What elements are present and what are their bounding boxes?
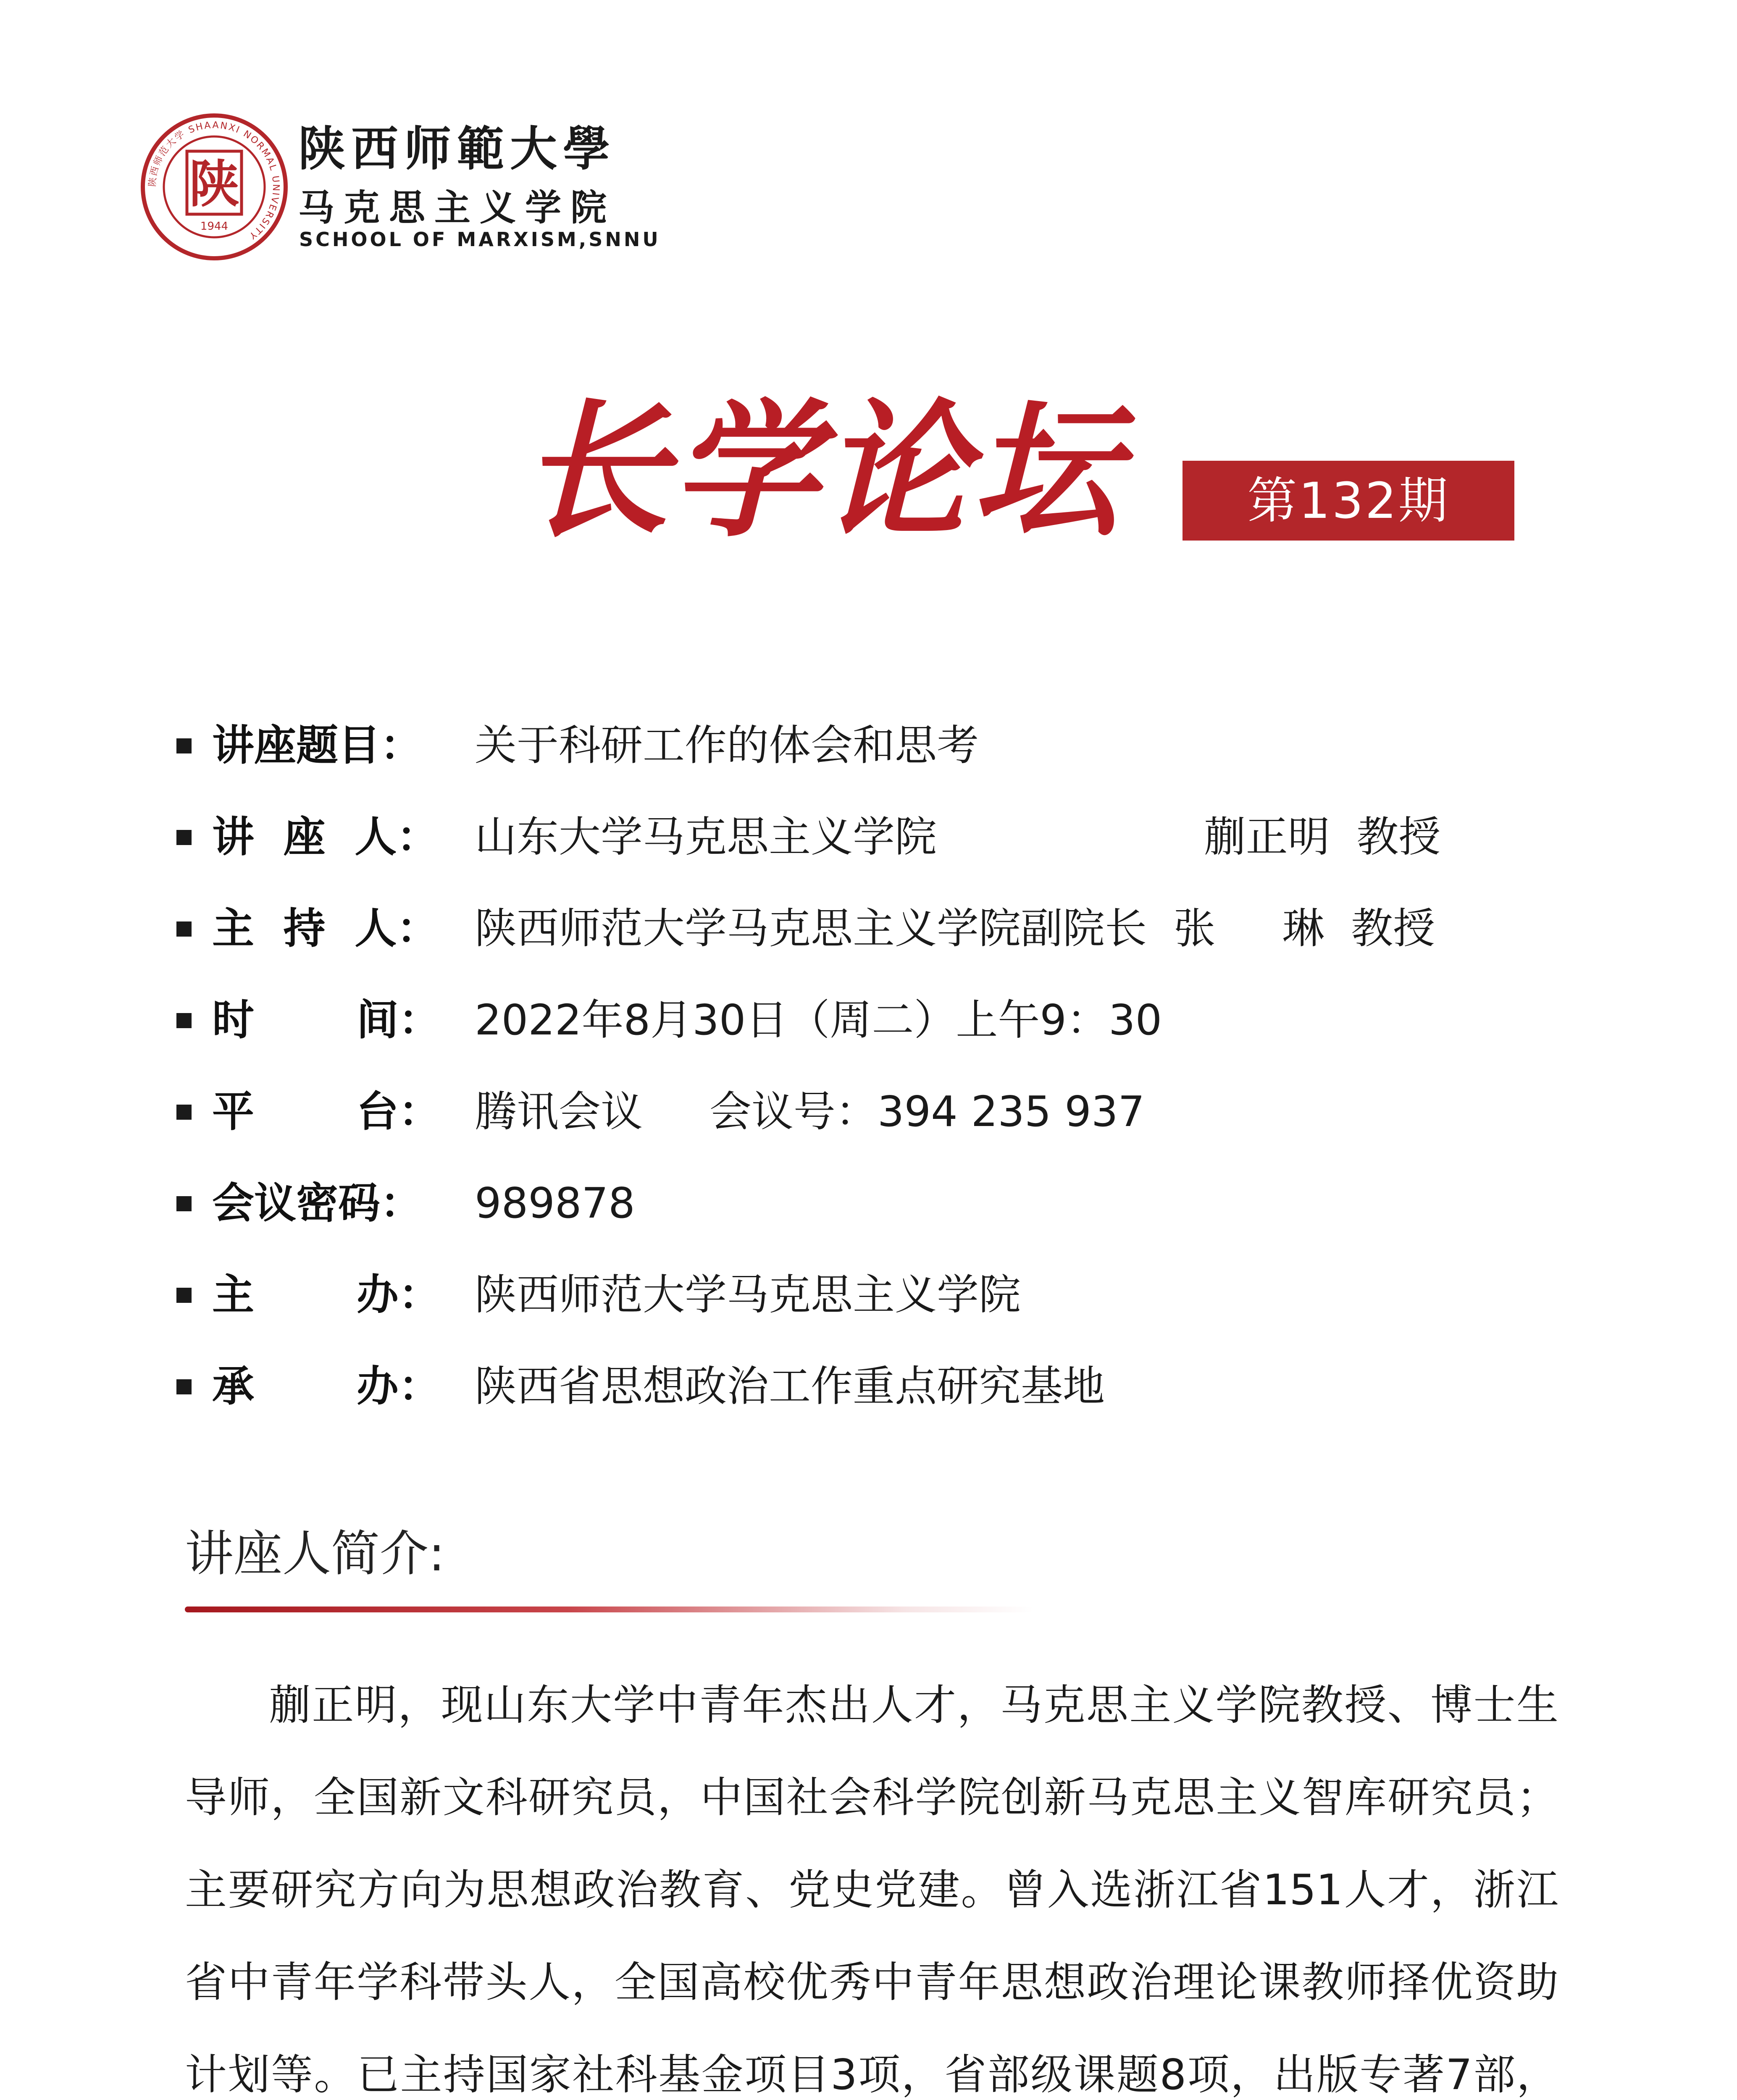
info-value: 陕西师范大学马克思主义学院 [475, 1270, 1021, 1319]
info-row-organizer [176, 1263, 1605, 1331]
info-label: 时 间： [212, 995, 441, 1045]
info-value: 陕西师范大学马克思主义学院副院长 张 琳 教授 [475, 904, 1435, 953]
info-value: 山东大学马克思主义学院 蒯正明 教授 [475, 812, 1441, 861]
school-logo-header [139, 111, 685, 251]
info-row-password [176, 1172, 1605, 1239]
info-value: 腾讯会议 会议号：394 235 937 [475, 1087, 1145, 1136]
school-name-english: SCHOOL OF MARXISM,SNNU [299, 228, 661, 251]
info-row-time [176, 989, 1605, 1056]
bullet-icon [176, 738, 192, 753]
info-value: 989878 [475, 1179, 635, 1228]
info-value: 2022年8月30日（周二）上午9：30 [475, 995, 1162, 1045]
seal-ring-text: 陕西师范大学 SHAANXI NORMAL UNIVERSITY [147, 120, 281, 242]
forum-title: 长学论坛 [521, 384, 1122, 557]
bullet-icon [176, 1288, 192, 1303]
bullet-icon [176, 830, 192, 845]
info-label: 主 持 人： [212, 904, 439, 953]
info-row-host [176, 897, 1605, 964]
university-seal-icon [139, 111, 290, 262]
bullet-icon [176, 921, 192, 937]
speaker-intro-heading: 讲座人简介: [185, 1525, 445, 1582]
university-name: 陕西师範大學 [298, 121, 616, 176]
info-row-topic [176, 714, 1605, 781]
speaker-intro-body: 蒯正明，现山东大学中青年杰出人才，马克思主义学院教授、博士生导师，全国新文科研究员，中国社会科学院创新马克思主义智库研究员；主要研究方向为思想政治教育、党史党建。曾入选浙江省151人才，浙江省中青年学科带头人，全国高校优秀中青年思想政治理论课教师择优资助计划等。已主持国家社科基金项目3项，省部级课题8项，出版专著7部， [185, 1680, 1558, 2099]
bullet-icon [176, 1013, 192, 1028]
bullet-icon [176, 1196, 192, 1211]
info-label: 讲座题目： [212, 721, 422, 770]
seal-character: 陕 [189, 155, 239, 214]
info-row-platform [176, 1080, 1605, 1147]
school-name-chinese: 马克思主义学院 [298, 187, 616, 229]
issue-number-badge: 第132期 [1183, 461, 1514, 541]
info-label: 讲 座 人： [212, 812, 439, 861]
info-value: 陕西省思想政治工作重点研究基地 [475, 1362, 1105, 1411]
bullet-icon [176, 1105, 192, 1120]
info-label: 承 办： [212, 1362, 441, 1411]
info-row-speaker [176, 806, 1605, 873]
section-divider [185, 1606, 1033, 1612]
info-row-co-organizer [176, 1355, 1605, 1422]
info-label: 平 台： [212, 1087, 441, 1136]
info-label: 主 办： [212, 1270, 441, 1319]
info-value: 关于科研工作的体会和思考 [475, 721, 979, 770]
seal-year: 1944 [200, 220, 229, 233]
info-label: 会议密码： [212, 1179, 422, 1228]
bullet-icon [176, 1379, 192, 1394]
